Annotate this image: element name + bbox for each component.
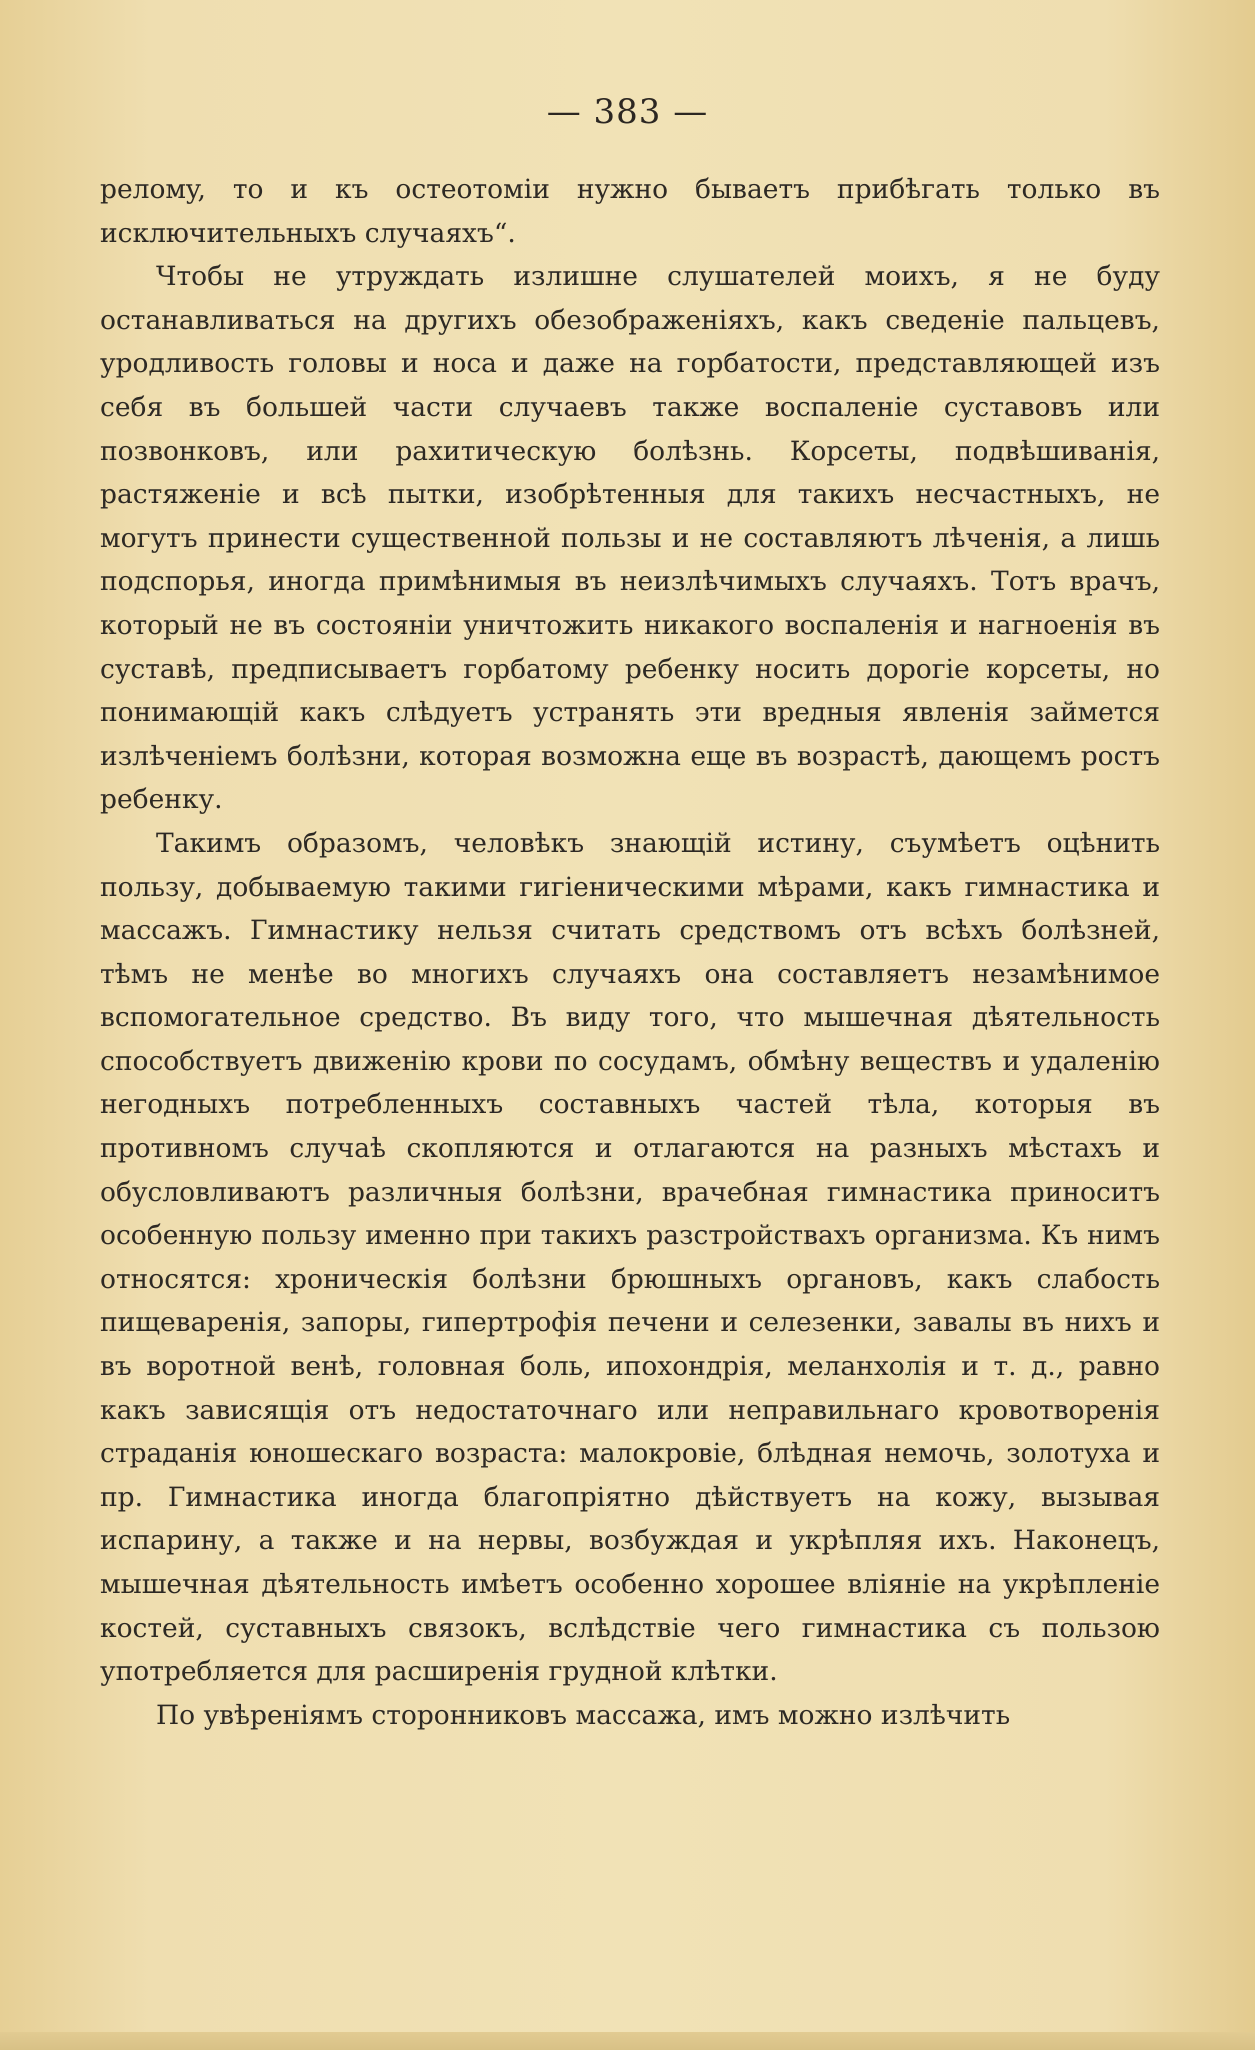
paragraph-4: По увѣренiямъ сторонниковъ массажа, имъ можно излѣчить (156, 1699, 1011, 1731)
paragraph-2: Чтобы не утруждать излишне слушателей моихъ, я не буду останавливаться на другихъ обезображенiяхъ, какъ сведенiе пальцевъ, уродливость головы и носа и даже на горбатости, представляющей изъ себя въ большей части случаевъ также воспаленiе суставовъ или позвонковъ, или рахитическую болѣзнь. Корсеты, подвѣшиванiя, растяженiе и всѣ пытки, изобрѣтенныя для такихъ несчастныхъ, не могутъ принести существенной пользы и не составляютъ лѣченiя, а лишь подспорья, иногда примѣнимыя въ неизлѣчимыхъ случаяхъ. Тотъ врачъ, который не въ состоянiи уничтожить никакого воспаленiя и нагноенiя въ суставѣ, предписываетъ горбатому ребенку носить дорогiе корсеты, но понимающiй какъ слѣдуетъ устранять эти вредныя явленiя займется излѣченiемъ болѣзни, которая возможна еще въ возрастѣ, дающемъ ростъ ребенку. (100, 261, 1160, 816)
page-bottom-edge (0, 2032, 1255, 2050)
paragraph-1: реломy, то и къ остеотомiи нужно бываетъ прибѣгать только въ исключительныхъ случаяхъ“. (100, 174, 1160, 249)
paragraph-3: Такимъ образомъ, человѣкъ знающiй истину, съумѣетъ оцѣнить пользу, добываемую такими гигiеническими мѣрами, какъ гимнастика и массажъ. Гимнастику нельзя считать средствомъ отъ всѣхъ болѣзней, тѣмъ не менѣе во многихъ случаяхъ она составляетъ незамѣнимое вспомогательное средство. Въ виду того, что мышечная дѣятельность способствуетъ движенiю крови по сосудамъ, обмѣну веществъ и удаленiю негодныхъ потребленныхъ составныхъ частей тѣла, которыя въ противномъ случаѣ скопляются и отлагаются на разныхъ мѣстахъ и обусловливаютъ различныя болѣзни, врачебная гимнастика приноситъ особенную пользу именно при такихъ разстройствахъ организма. Къ нимъ относятся: хроническiя болѣзни брюшныхъ органовъ, какъ слабость пищеваренiя, запоры, гипертрофiя печени и селезенки, завалы въ нихъ и въ воротной венѣ, головная боль, ипохондрiя, меланхолiя и т. д., равно какъ зависящiя отъ недостаточнаго или неправильнаго кровотворенiя страданiя юношескаго возраста: малокровiе, блѣдная немочь, золотуха и пр. Гимнастика иногда благопрiятно дѣйствуетъ на кожу, вызывая испарину, а также и на нервы, возбуждая и укрѣпляя ихъ. Наконецъ, мышечная дѣятельность имѣетъ особенно хорошее влiянiе на укрѣпленiе костей, суставныхъ связокъ, вслѣдствiе чего гимнастика съ пользою употребляется для расширенiя грудной клѣтки. (100, 827, 1160, 1688)
page-number: — 383 — (546, 92, 709, 132)
body-text (100, 168, 1160, 1737)
